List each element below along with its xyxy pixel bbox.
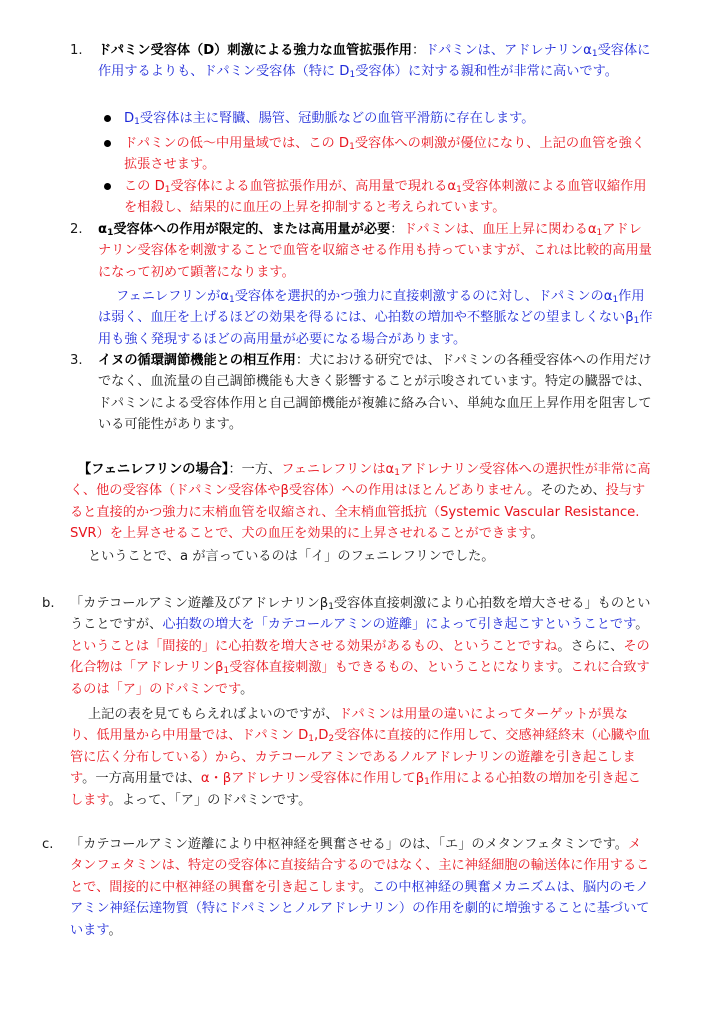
item-1-number: 1.	[70, 43, 83, 58]
phenylephrine-conclusion: ということで、a が言っているのは「イ」のフェニレフリンでした。	[88, 549, 495, 564]
item-2-number: 2.	[70, 222, 83, 237]
bullet-dot	[104, 140, 111, 147]
item-1-text: ドパミン受容体（D）刺激による強力な血管拡張作用：ドパミンは、アドレナリン$\alpha_1$受容体に作用するよりも、ドパミン受容体（特に $D_1$受容体）に対する親和性が非常に高いです。	[98, 43, 651, 81]
part-b-label: b.	[42, 596, 55, 611]
part-c-text: 「カテコールアミン遊離により中枢神経を興奮させる」のは、「エ」のメタンフェタミンです。メタンフェタミンは、特定の受容体に直接結合するのではなく、主に神経細胞の輸送体に作用することで、間接的に中枢神経の興奮を引き起こします。この中枢神経の興奮メカニズムは、脳内のモノアミン神経伝達物質（特にドパミンとノルアドレナリン）の作用を劇的に増強することに基づいています。	[70, 837, 650, 938]
phenylephrine-heading: 【フェニレフリンの場合】	[78, 462, 229, 477]
part-b-paragraph-2: 上記の表を見てもらえればよいのですが、ドパミンは用量の違いによってターゲットが異なり、低用量から中用量では、ドパミン $D_1,D_2$受容体に直接的に作用して、交感神経終末（心臓や血管に広く分布している）から、カテコールアミンであるノルアドレナリンの遊離を引き起こします。一方高用量では、α・βアドレナリン受容体に作用して$\beta_1$作用による心拍数の増加を引き起こします。よって、「ア」のドパミンです。	[70, 707, 651, 808]
bullet-dot	[104, 115, 111, 122]
item-2-heading: $\alpha_1$受容体への作用が限定的、または高用量が必要	[98, 222, 391, 238]
bullet-dot	[104, 183, 111, 190]
item-3-heading: イヌの循環調節機能との相互作用	[98, 353, 296, 368]
phenylephrine-text: 【フェニレフリンの場合】：一方、フェニレフリンは$\alpha_1$アドレナリン受容体への選択性が非常に高く、他の受容体（ドパミン受容体やβ受容体）への作用はほとんどありません。そのため、投与すると直接的かつ強力に末梢血管を収縮され、全末梢血管抵抗（Systemic Vascular Resistance. SVR）を上昇させることで、犬の血圧を効果的に上昇させれることができます。	[70, 462, 651, 542]
item-3-text: イヌの循環調節機能との相互作用：犬における研究では、ドパミンの各種受容体への作用だけでなく、血流量の自己調節機能も大きく影響することが示唆されています。特定の臓器では、ドパミンによる受容体作用と自己調節機能が複雑に絡み合い、単純な血圧上昇作用を阻害している可能性があります。	[98, 353, 652, 433]
item-2-text: $\alpha_1$受容体への作用が限定的、または高用量が必要：ドパミンは、血圧上昇に関わる$\alpha_1$アドレナリン受容体を刺激することで血管を収縮させる作用も持っていますが、これは比較的高用量になって初めて顕著になります。	[98, 222, 652, 280]
item-2-paragraph-2: フェニレフリンが$\alpha_1$受容体を選択的かつ強力に直接刺激するのに対し、ドパミンの$\alpha_1$作用は弱く、血圧を上げるほどの効果を得るには、心拍数の増加や不整脈などの望ましくない$\beta_1$作用も強く発現するほどの高用量が必要になる場合があります。	[98, 289, 653, 347]
item-3-number: 3.	[70, 353, 83, 368]
item-1-heading: ドパミン受容体（D）刺激による強力な血管拡張作用	[98, 43, 412, 58]
part-b-text: 「カテコールアミン遊離及びアドレナリン$\beta_1$受容体直接刺激により心拍数を増大させる」ものということですが、心拍数の増大を「カテコールアミンの遊離」によって引き起こすということです。ということは「間接的」に心拍数を増大させる効果があるもの、ということですね。さらに、その化合物は「アドレナリン$\beta_1$受容体直接刺激」もできるもの、ということになります。これに合致するのは「ア」のドパミンです。	[70, 596, 651, 697]
document-page: 1. ドパミン受容体（D）刺激による強力な血管拡張作用：ドパミンは、アドレナリン$\alpha_1$受容体に作用するよりも、ドパミン受容体（特に $D_1$受容体）に対する親和性が非常に高いです。 $D_1$受容体は主に腎臓、腸管、冠動脈などの血管平滑筋に存在します。 ドパミンの低～中用量域では、この $D_1$受容体への刺激が優位になり、上記の血管を強く拡張させます。 この $D_1$受容体による血管拡張作用が、高用量で現れる$\alpha_1$受容体刺激による血管収縮作用を相殺し、結果的に血圧の上昇を抑制すると考えられています。 2. $\alpha_1$受容体への作用が限定的、または高用量が必要：ドパミンは、血圧上昇に関わる$\alpha_1$アドレナリン受容体を刺激することで血管を収縮させる作用も持っていますが、これは比較的高用量になって初めて顕著になります。 フェニレフリンが$\alpha_1$受容体を選択的かつ強力に直接刺激するのに対し、ドパミンの$\alpha_1$作用は弱く、血圧を上げるほどの効果を得るには、心拍数の増加や不整脈などの望ましくない$\beta_1$作用も強く発現するほどの高用量が必要になる場合があります。 3. イヌの循環調節機能との相互作用：犬における研究では、ドパミンの各種受容体への作用だけでなく、血流量の自己調節機能も大きく影響することが示唆されています。特定の臓器では、ドパミンによる受容体作用と自己調節機能が複雑に絡み合い、単純な血圧上昇作用を阻害している可能性があります。 【フェニレフリンの場合】：一方、フェニレフリンは$\alpha_1$アドレナリン受容体への選択性が非常に高く、他の受容体（ドパミン受容体やβ受容体）への作用はほとんどありません。そのため、投与すると直接的かつ強力に末梢血管を収縮され、全末梢血管抵抗（Systemic Vascular Resistance. SVR）を上昇させることで、犬の血圧を効果的に上昇させれることができます。 ということで、a が言っているのは「イ」のフェニレフリンでした。 b. 「カテコールアミン遊離及びアドレナリン$\beta_1$受容体直接刺激により心拍数を増大させる」ものということですが、心拍数の増大を「カテコールアミンの遊離」によって引き起こすということです。ということは「間接的」に心拍数を増大させる効果があるもの、ということですね。さらに、その化合物は「アドレナリン$\beta_1$受容体直接刺激」もできるもの、ということになります。これに合致するのは「ア」のドパミンです。 上記の表を見てもらえればよいのですが、ドパミンは用量の違いによってターゲットが異なり、低用量から中用量では、ドパミン $D_1,D_2$受容体に直接的に作用して、交感神経終末（心臓や血管に広く分布している）から、カテコールアミンであるノルアドレナリンの遊離を引き起こします。一方高用量では、α・βアドレナリン受容体に作用して$\beta_1$作用による心拍数の増加を引き起こします。よって、「ア」のドパミンです。 c. 「カテコールアミン遊離により中枢神経を興奮させる」のは、「エ」のメタンフェタミンです。メタンフェタミンは、特定の受容体に直接結合するのではなく、主に神経細胞の輸送体に作用することで、間接的に中枢神経の興奮を引き起こします。この中枢神経の興奮メカニズムは、脳内のモノアミン神経伝達物質（特にドパミンとノルアドレナリン）の作用を劇的に増強することに基づいています。	[0, 0, 724, 1024]
part-c-label: c.	[42, 837, 54, 852]
